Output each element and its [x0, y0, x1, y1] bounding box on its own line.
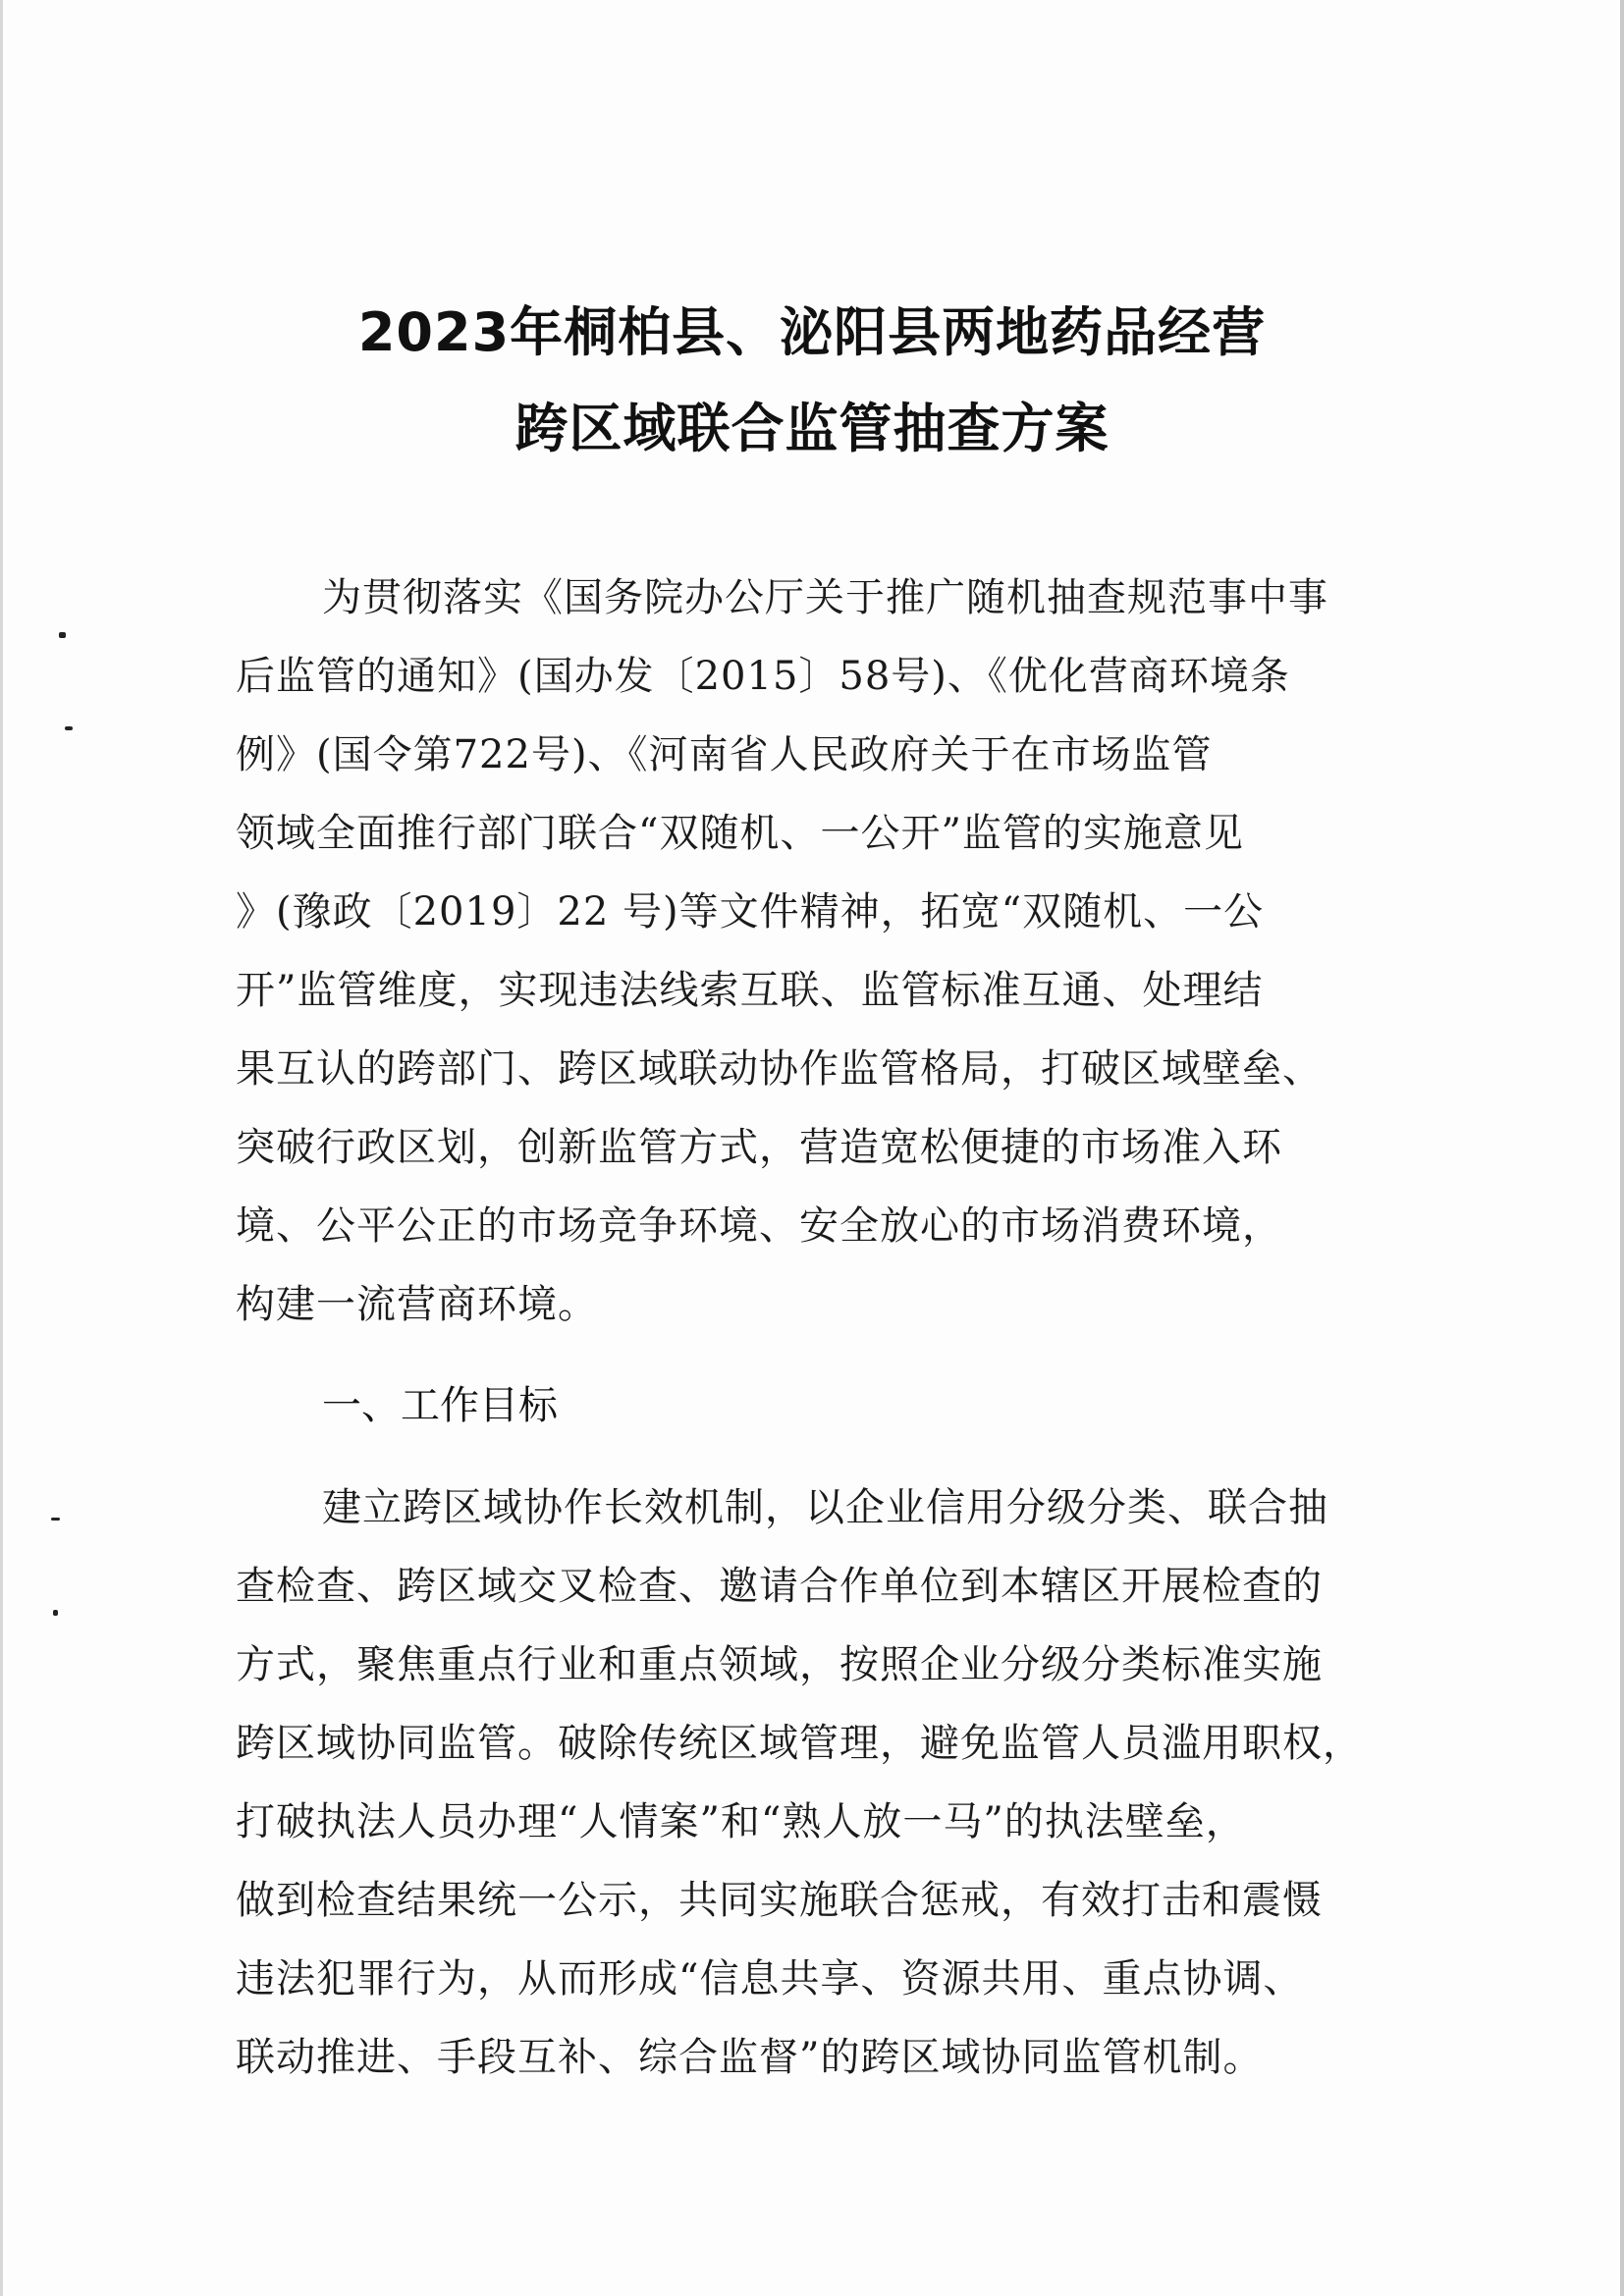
section-line: 违法犯罪行为，从而形成“信息共享、资源共用、重点协调、 [236, 1956, 1304, 2002]
section-line: 打破执法人员办理“人情案”和“熟人放一马”的执法壁垒， [236, 1799, 1246, 1844]
scan-speck [51, 1518, 60, 1521]
document-title-line-1: 2023年桐柏县、泌阳县两地药品经营 [357, 301, 1267, 363]
scan-speck [59, 632, 66, 638]
document-title-line-2: 跨区域联合监管抽查方案 [514, 398, 1110, 459]
section-line: 做到检查结果统一公示，共同实施联合惩戒，有效打击和震慑 [236, 1878, 1323, 1923]
section-heading: 一、工作目标 [322, 1383, 558, 1428]
section-line: 方式，聚焦重点行业和重点领域，按照企业分级分类标准实施 [236, 1642, 1323, 1687]
intro-line: 构建一流营商环境。 [236, 1282, 598, 1327]
intro-line: 领域全面推行部门联合“双随机、一公开”监管的实施意见 [236, 811, 1244, 856]
intro-line: 为贯彻落实《国务院办公厅关于推广随机抽查规范事中事 [322, 575, 1328, 620]
scan-speck [65, 726, 73, 730]
intro-line: 境、公平公正的市场竞争环境、安全放心的市场消费环境， [236, 1203, 1282, 1249]
scan-speck [53, 1610, 58, 1616]
intro-line: 开”监管维度，实现违法线索互联、监管标准互通、处理结 [236, 968, 1264, 1013]
section-line: 建立跨区域协作长效机制，以企业信用分级分类、联合抽 [322, 1485, 1328, 1530]
intro-line: 》(豫政〔2019〕22 号)等文件精神，拓宽“双随机、一公 [236, 889, 1265, 934]
section-line: 跨区域协同监管。破除传统区域管理，避免监管人员滥用职权， [236, 1721, 1363, 1766]
intro-line: 突破行政区划，创新监管方式，营造宽松便捷的市场准入环 [236, 1125, 1282, 1170]
section-line: 查检查、跨区域交叉检查、邀请合作单位到本辖区开展检查的 [236, 1564, 1323, 1609]
intro-line: 例》(国令第722号)、《河南省人民政府关于在市场监管 [236, 732, 1213, 777]
intro-line: 果互认的跨部门、跨区域联动协作监管格局，打破区域壁垒、 [236, 1046, 1323, 1092]
section-line: 联动推进、手段互补、综合监督”的跨区域协同监管机制。 [236, 2035, 1264, 2080]
intro-line: 后监管的通知》(国办发〔2015〕58号)、《优化营商环境条 [236, 654, 1290, 699]
